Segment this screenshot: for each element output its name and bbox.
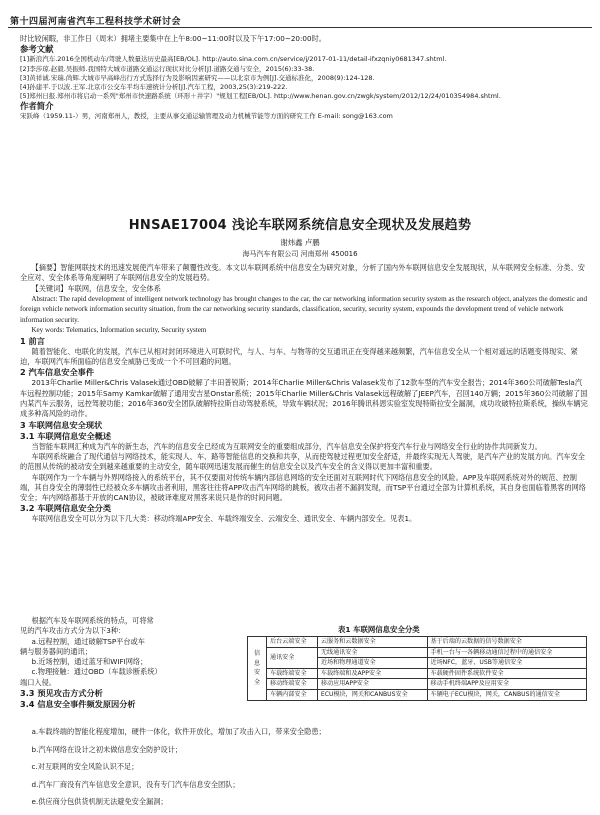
section-heading: 2 汽车信息安全事件 bbox=[20, 367, 95, 378]
author-bio: 宋跃峰（1959.11-）男，河南郑州人，教授，主要从事交通运输管理及动力机械节能等方面的研究工作 E-mail: song@163.com bbox=[20, 112, 393, 121]
table-caption: 表1 车联网信息安全分类 bbox=[338, 625, 420, 634]
table-cell: 后台云端安全 bbox=[267, 637, 318, 648]
table-row bbox=[248, 668, 587, 679]
section-text: 车联网作为一个车辆与外界网络接入的系统平台，其不仅要面对传统车辆内部信息网络的安全还面对互联网时代下网络信息安全的风险。APP及车联网系统对外的规范、控制端，其自身安全的薄弱性已经被众多车辆攻击者利用，黑客往往将APP攻击汽车网络的跳板，被攻击者不漏洞发现，而TSP平台通过全部为计算机系统，其自身也面临着黑客的网络安全；车内网络都基于开放的CAN协议，被破译难度对黑客来说只是作的时间问题。 bbox=[20, 472, 586, 503]
reference-item: [4]孙建平.于以波.王军.北京市公交车平均车速统计分析[J].汽车工程，2003,25(3):219-222. bbox=[20, 82, 288, 91]
article-authors: 谢炜鑫 卢鹏 bbox=[280, 238, 320, 247]
table-cell: 近场和物理通道安全 bbox=[317, 658, 427, 669]
attack-item-cont: 端口入侵。 bbox=[20, 677, 56, 687]
section-text: 2013年Charlie Miller&Chris Valasek通过OBD破解了丰田普锐斯；2014年Charlie Miller&Chris Valasek发布了12款车型的汽车安全报告；2014年360公司破解Tesla汽车远程控制功能；2015年Samy Kamkar破解了通用安吉星Onstar系统；2015年Charlie Miller&Chris Valasek远程破解了JEEP汽车，召回140万辆；2015年360公司破解了国内某汽车云服务，远控驾驶功能；2016年360安全团队破解特拉斯自动驾驶系统，导致车辆状况；2016年腾讯科恩实验室发现特斯拉安全漏洞，成功攻破特拉斯系统，操纵车辆完成多种高风险的动作。 bbox=[20, 378, 588, 419]
article-body bbox=[20, 263, 588, 525]
cause-item: c.对互联网的安全风险认识不足； bbox=[31, 762, 139, 772]
subsection-heading: 3.3 预见攻击方式分析 bbox=[20, 688, 103, 698]
table-cell: 车载硬件固件系统软件安全 bbox=[427, 668, 587, 679]
article-affiliation: 海马汽车有限公司 河南郑州 450016 bbox=[242, 250, 358, 258]
table-cell: 无线通讯安全 bbox=[317, 647, 427, 658]
abstract-en: Abstract: The rapid development of intelligent network technology has brought changes to the car, the car networking information security system as the research object, analyzes the domestic and foreign vehicle network information security situation, from the car networking security standards, classification, security, security system, expounds the development trend of vehicle network information security. bbox=[20, 294, 588, 324]
previous-article-tail bbox=[20, 34, 588, 122]
running-head: 第十四届河南省汽车工程科技学术研讨会 bbox=[10, 17, 182, 27]
section-text: 当智能车联网汇种成为汽车的新生态，汽车的信息安全已经成为互联网安全的重要组成部分，汽车信息安全保护将变汽车行业与网络安全行业的协作共同新发力。 bbox=[31, 441, 542, 451]
subsection-heading: 3.4 信息安全事件频发原因分析 bbox=[20, 699, 136, 709]
table-row bbox=[248, 647, 587, 658]
keywords-en: Key words: Telematics, Information security, Security system bbox=[31, 326, 207, 335]
cause-item: e.供应商分包供货机制无法避免安全漏洞； bbox=[31, 797, 168, 807]
table-row bbox=[248, 637, 587, 648]
attack-intro-cont: 见的汽车攻击方式分为以下3种： bbox=[20, 626, 126, 636]
header-rule bbox=[8, 27, 592, 28]
abstract-cn: 【摘要】智能网联技术的迅速发展使汽车带来了颠覆性改变。本文以车联网系统中信息安全为研究对象，分析了国内外车联网信息安全发展现状，从车联网安全标准、分类、安全应对、安全体系等角度阐明了车联网信息安全的发展趋势。 bbox=[20, 263, 585, 283]
attack-intro: 根据汽车及车联网系统的特点，可将常 bbox=[31, 616, 154, 625]
table-cell: 车辆电子ECU模块，网关，CANBUS的通信安全 bbox=[427, 689, 587, 700]
table-cell: 移动应用APP安全 bbox=[317, 679, 427, 690]
table-cell: 信息安全 bbox=[248, 637, 267, 701]
subsection-heading: 3.2 车联网信息安全分类 bbox=[20, 503, 112, 514]
keywords-cn: 【关键词】车联网，信息安全，安全体系 bbox=[31, 283, 161, 293]
attack-item-cont: 辆与服务器间的通讯； bbox=[20, 646, 92, 656]
table-cell: 车载终端和及APP安全 bbox=[317, 668, 427, 679]
reference-item: [2]李莎琼.赵毅.吴振师.我国特大城市道路交通运行现状对比分析[J].道路交通与安全，2015(6):33-38. bbox=[20, 64, 315, 73]
section-text: 车联网系统融合了现代通信与网络技术，能实现人、车、路等智能信息的交换和共享，从而使驾驶过程更加安全舒适，并最终实现无人驾驶，是汽车产业的发展方向。汽车安全的范围从传统的被动安全到越来越重要的主动安全，随车联网迅速发展而催生的信息安全以及汽车安全的含义得以更加丰富和重要。 bbox=[20, 451, 585, 472]
subsection-heading: 3.1 车联网信息安全概述 bbox=[20, 430, 112, 441]
author-heading: 作者简介 bbox=[20, 101, 54, 112]
cause-item: d.汽车厂商没有汽车信息安全意识，没有专门汽车信息安全团队； bbox=[31, 779, 240, 789]
cause-item: a.车载终端的智能化程度增加，硬件一体化，软件开放化，增加了攻击入口，带来安全隐患； bbox=[31, 727, 326, 737]
refs-heading: 参考文献 bbox=[20, 44, 54, 55]
section-heading: 1 前言 bbox=[20, 335, 45, 346]
table-cell: 近场NFC，蓝牙，USB等通信安全 bbox=[427, 658, 587, 669]
reference-item: [5]郑州日报.郑州市将启动一系列"郑州市快速路系统（环形＋井字）"规划工程[EB/OL]. http://www.henan.gov.cn/zwgk/system/2012/12/24/010354984.shtml. bbox=[20, 92, 501, 101]
attack-item: b.近场控制，通过蓝牙和WIFI网络； bbox=[31, 657, 148, 667]
table-cell: 移动终端安全 bbox=[267, 679, 318, 690]
section-3-3 bbox=[20, 688, 588, 710]
attack-item: a.远程控制，通过破解TSP平台或车 bbox=[31, 636, 145, 646]
section-heading: 3 车联网信息安全现状 bbox=[20, 419, 103, 430]
attack-item: c.物理接触：通过OBD（车载诊断系统） bbox=[31, 667, 162, 677]
table-cell: 车载终端安全 bbox=[267, 668, 318, 679]
reference-item: [3]黄祥诚.宋瑞.尚辉.大城市早高峰出行方式选择行为及影响因素研究——以北京市为例[J].交通标准化，2008(9):124-128. bbox=[20, 73, 375, 82]
section-text: 车联网信息安全可以分为以下几大类：移动终端APP安全、车载终端安全、云端安全、通讯安全、车辆内部安全。见表1。 bbox=[31, 514, 417, 524]
article-title: HNSAE17004 浅论车联网系统信息安全现状及发展趋势 bbox=[128, 218, 472, 233]
table-cell: 云服务和云数据安全 bbox=[317, 637, 427, 648]
table-cell: 通讯安全 bbox=[267, 647, 318, 668]
table-cell: 移动手机终端APP及应用安全 bbox=[427, 679, 587, 690]
causes-list bbox=[20, 720, 588, 815]
table-cell: 车辆内部安全 bbox=[267, 689, 318, 700]
hours-text: 时比较闲暇，非工作日（周末）拥堵主要集中在上午8:00~11:00时以及下午17:00~20:00时。 bbox=[20, 34, 326, 43]
table-cell: ECU模块，网关和CANBUS安全 bbox=[317, 689, 427, 700]
section-text: 随着智能化、电联化的发展，汽车已从相对封闭环境进入可联时代，与人、与车、与物等的交互通讯正在变得越来越频繁，汽车信息安全从一个相对遥远的话题变得现实、紧迫，车联网汽车所面临的信息安全威胁已变成一个不可回避的问题。 bbox=[20, 346, 578, 367]
reference-item: [1]新浪汽车.2016全国机动车/驾驶人数量达历史最高[EB/OL]. http://auto.sina.com.cn/service/j/2017-01-11/detail-ifxzqniy0681347.shtml. bbox=[20, 55, 447, 64]
cause-item: b.汽车网络在设计之初未做信息安全防护设计； bbox=[31, 744, 183, 754]
attack-methods bbox=[20, 616, 240, 688]
table-cell: 基于后端的云数据的信号数据安全 bbox=[427, 637, 587, 648]
table-cell: 手机一台与一各辆移动通信过程中的通信安全 bbox=[427, 647, 587, 658]
